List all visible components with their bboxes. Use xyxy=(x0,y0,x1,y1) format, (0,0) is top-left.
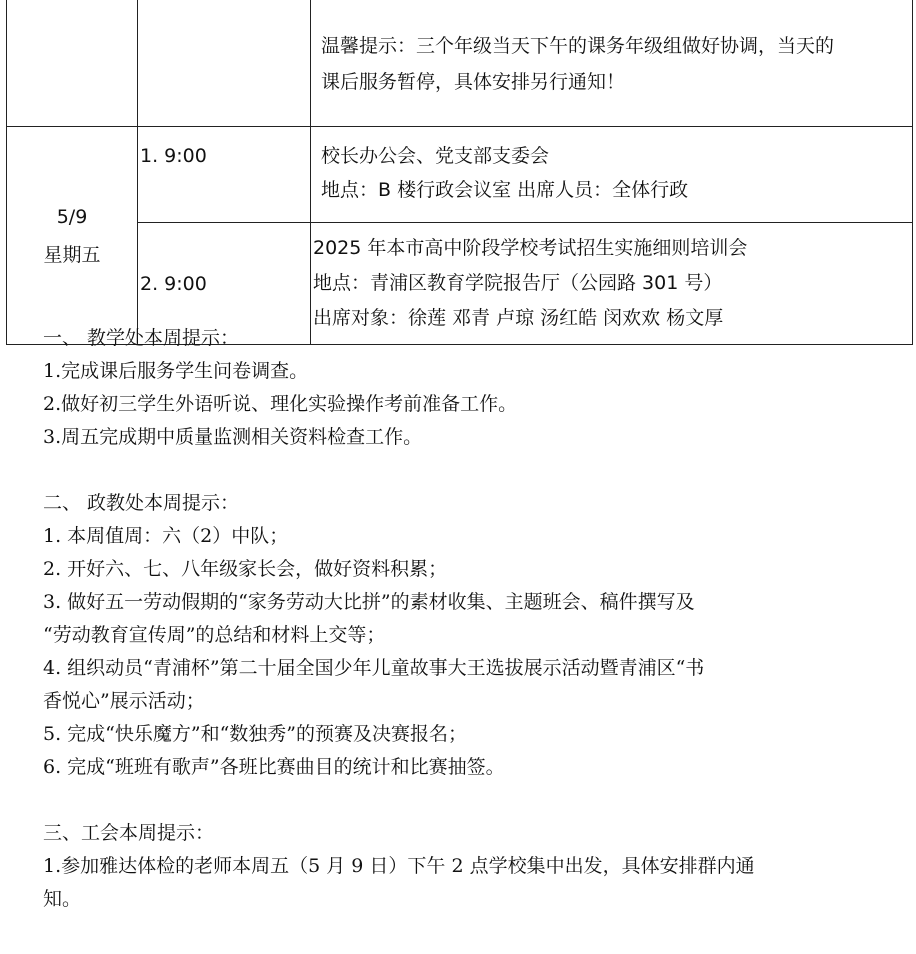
list-item: 6. 完成“班班有歌声”各班比赛曲目的统计和比赛抽签。 xyxy=(43,756,505,778)
list-item: 1. 本周值周：六（2）中队； xyxy=(43,525,289,547)
event-line: 地点：青浦区教育学院报告厅（公园路 301 号） xyxy=(313,272,723,294)
event-line: 2025 年本市高中阶段学校考试招生实施细则培训会 xyxy=(313,237,748,259)
list-item: 1.完成课后服务学生问卷调查。 xyxy=(43,360,309,382)
section-heading: 一、 教学处本周提示： xyxy=(43,327,240,349)
weekly-notes xyxy=(43,322,883,916)
event-cell xyxy=(311,127,913,223)
list-item: 1.参加雅达体检的老师本周五（5 月 9 日）下午 2 点学校集中出发，具体安排群内通 xyxy=(43,855,755,877)
section-spacer xyxy=(43,454,883,487)
teaching-office-notes xyxy=(43,322,883,454)
section-heading: 二、 政教处本周提示： xyxy=(43,492,240,514)
table-row xyxy=(7,127,913,223)
event-time: 1. 9:00 xyxy=(140,145,207,167)
table-row xyxy=(7,0,913,127)
time-cell-empty xyxy=(138,0,311,127)
list-item: 4. 组织动员“青浦杯”第二十届全国少年儿童故事大王选拔展示活动暨青浦区“书 xyxy=(43,657,705,679)
list-item: 2. 开好六、七、八年级家长会，做好资料积累； xyxy=(43,558,448,580)
political-office-notes xyxy=(43,487,883,784)
notice-cell xyxy=(311,0,913,127)
date-cell xyxy=(7,127,138,345)
list-item: “劳动教育宣传周”的总结和材料上交等； xyxy=(43,624,386,646)
list-item: 5. 完成“快乐魔方”和“数独秀”的预赛及决赛报名； xyxy=(43,723,468,745)
date-cell-empty xyxy=(7,0,138,127)
section-heading: 三、工会本周提示： xyxy=(43,822,215,844)
list-item: 香悦心”展示活动； xyxy=(43,690,205,712)
union-notes xyxy=(43,817,883,916)
notice-line: 课后服务暂停，具体安排另行通知！ xyxy=(321,71,626,93)
event-line: 地点：B 楼行政会议室 出席人员：全体行政 xyxy=(321,179,689,201)
list-item: 3.周五完成期中质量监测相关资料检查工作。 xyxy=(43,426,423,448)
section-spacer xyxy=(43,784,883,817)
list-item: 3. 做好五一劳动假期的“家务劳动大比拼”的素材收集、主题班会、稿件撰写及 xyxy=(43,591,695,613)
notice-line: 温馨提示：三个年级当天下午的课务年级组做好协调，当天的 xyxy=(321,35,835,57)
list-item: 知。 xyxy=(43,888,82,910)
event-time: 2. 9:00 xyxy=(140,272,207,295)
event-line: 校长办公会、党支部支委会 xyxy=(321,145,550,167)
weekday-text: 星期五 xyxy=(43,243,101,266)
date-text: 5/9 xyxy=(56,205,88,228)
schedule-table xyxy=(6,0,913,345)
time-cell xyxy=(138,127,311,223)
list-item: 2.做好初三学生外语听说、理化实验操作考前准备工作。 xyxy=(43,393,518,415)
event-line: 出席对象：徐莲 邓青 卢琼 汤红皓 闵欢欢 杨文厚 xyxy=(313,307,724,329)
